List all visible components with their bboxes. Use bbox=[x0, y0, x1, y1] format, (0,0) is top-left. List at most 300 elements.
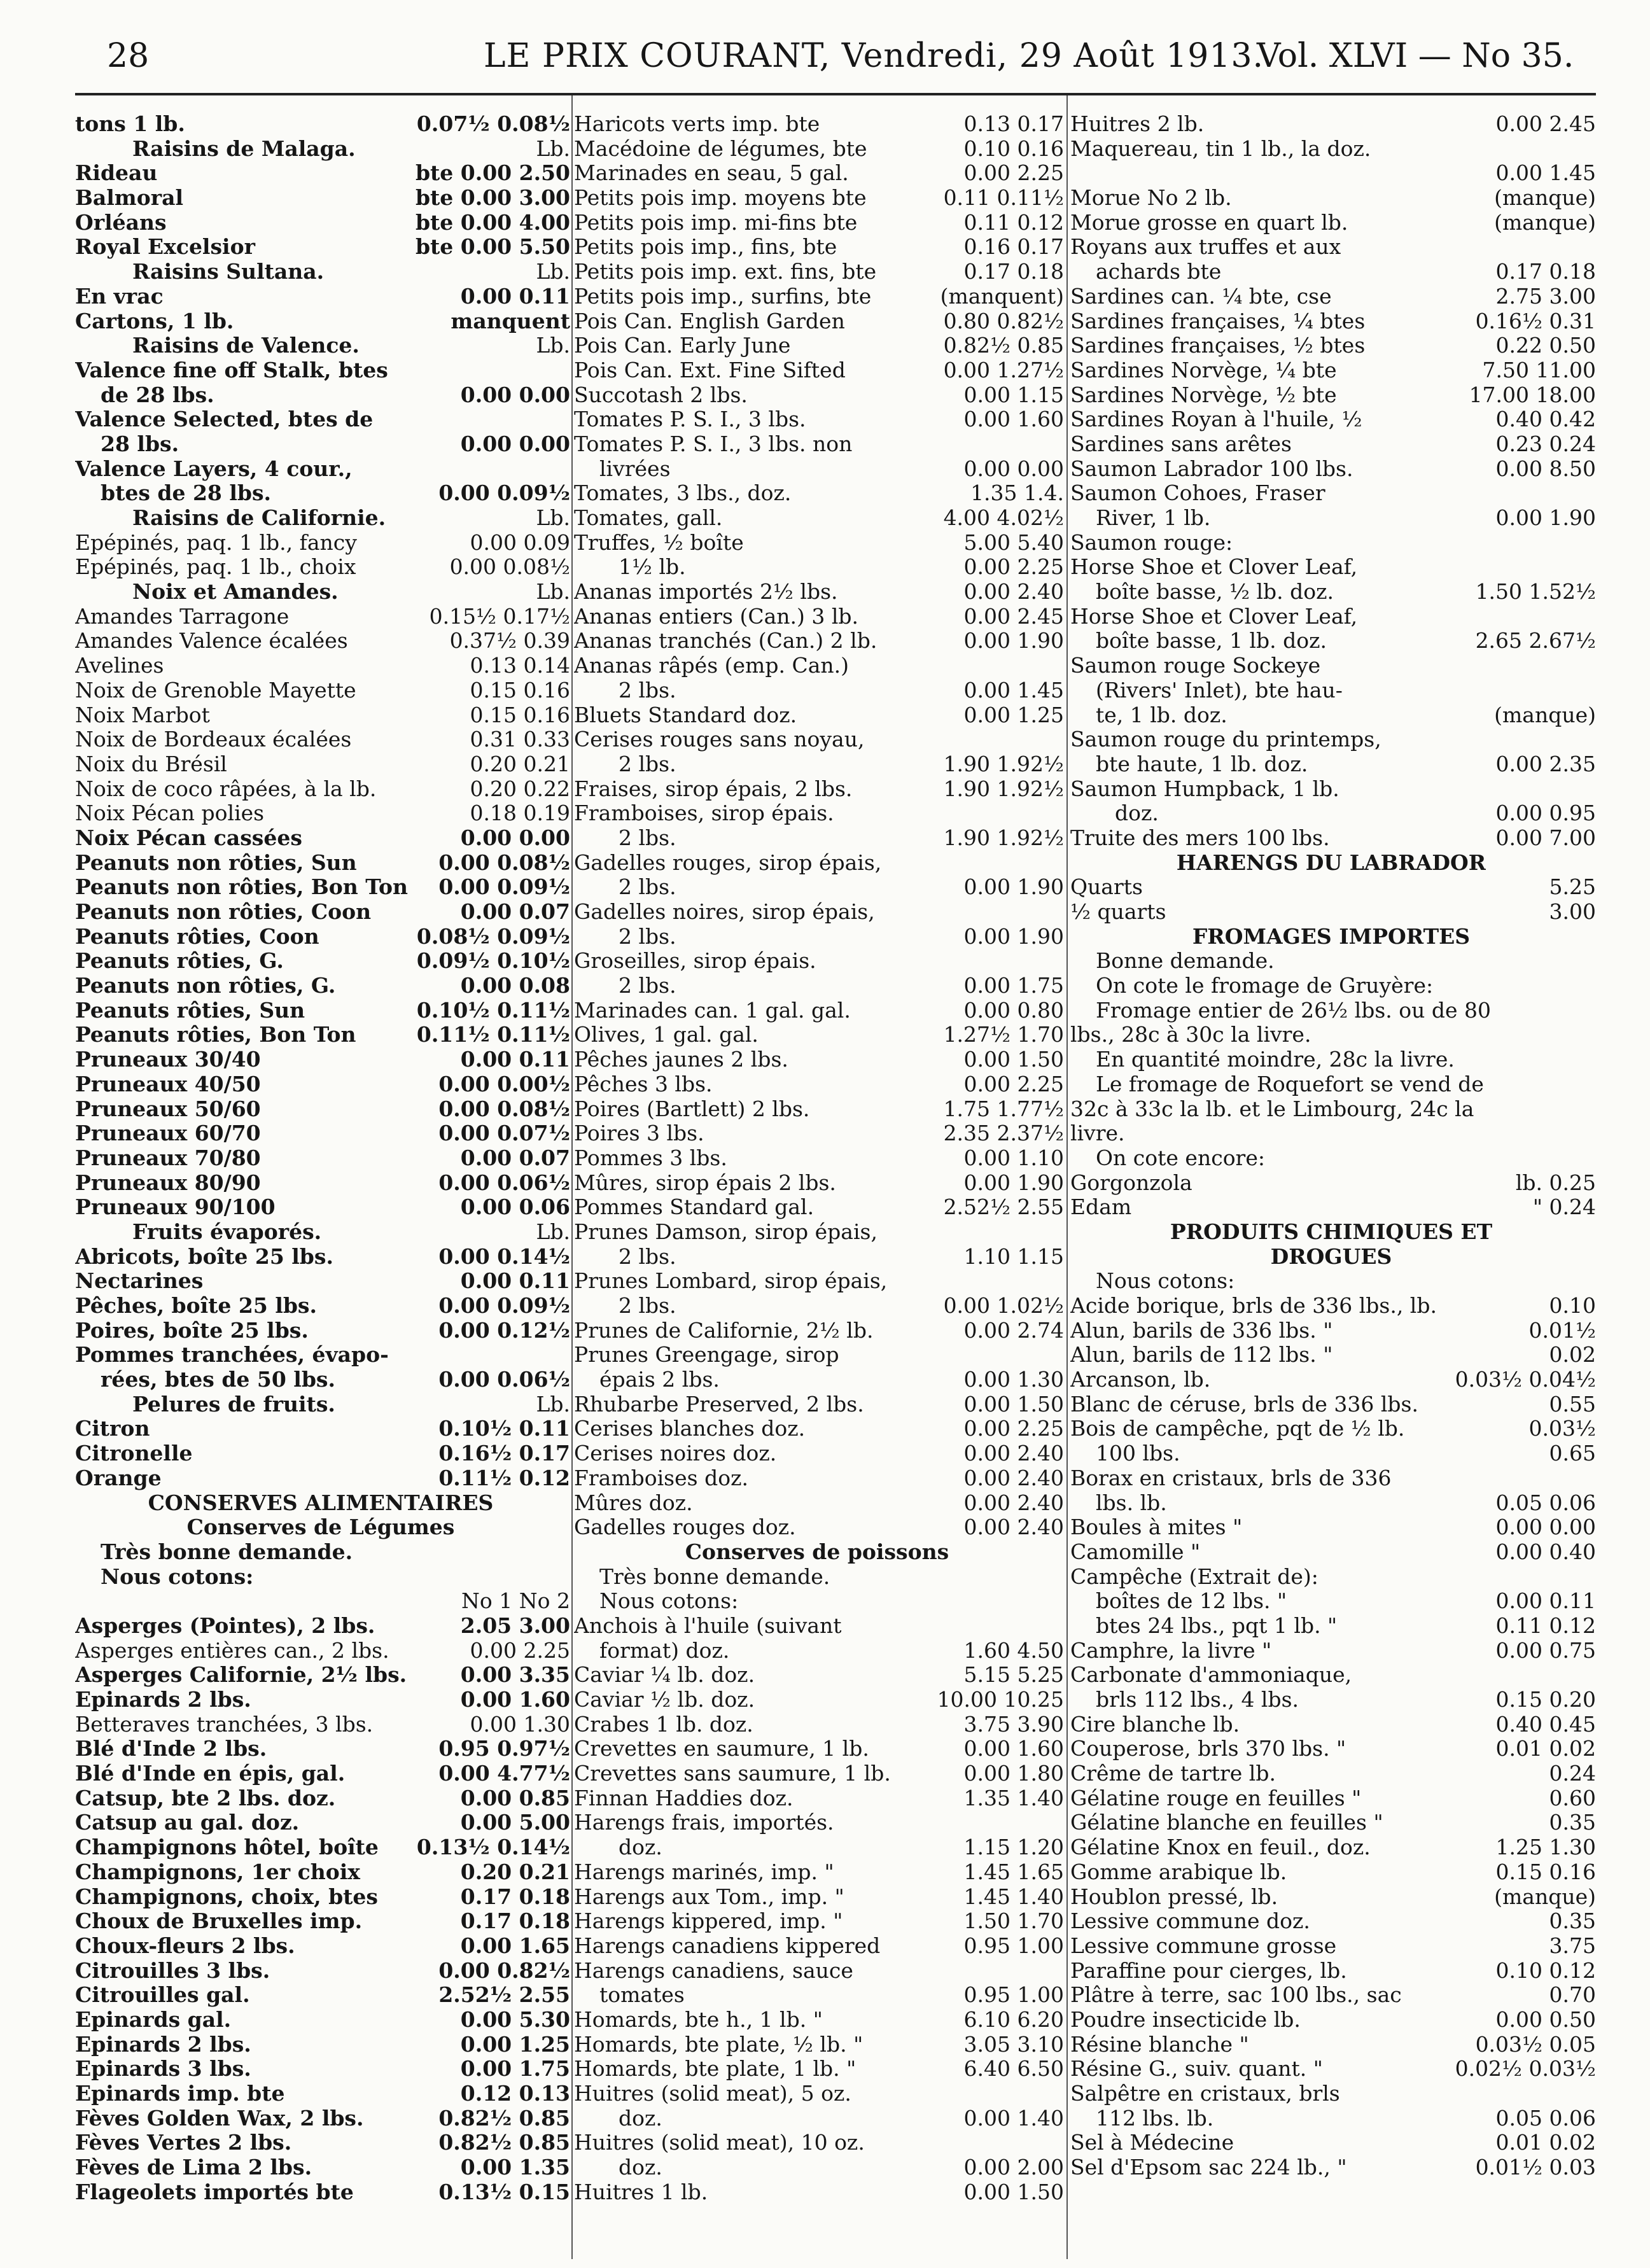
item-name: épais 2 lbs. bbox=[599, 1368, 720, 1392]
item-name: Pêches jaunes 2 lbs. bbox=[574, 1047, 788, 1072]
item-price bbox=[1592, 727, 1596, 752]
price-row bbox=[574, 1023, 1064, 1047]
price-row bbox=[75, 727, 570, 752]
item-price bbox=[566, 1565, 570, 1590]
item-price: 0.13 0.14 bbox=[470, 654, 570, 678]
item-price: 0.00 0.80 bbox=[963, 998, 1064, 1023]
price-row bbox=[574, 974, 1064, 998]
item-name: Poires, boîte 25 lbs. bbox=[75, 1318, 309, 1343]
price-row bbox=[75, 1269, 570, 1294]
item-price bbox=[1592, 2082, 1596, 2106]
price-row bbox=[75, 1589, 570, 1614]
price-row bbox=[574, 161, 1064, 186]
price-row bbox=[574, 555, 1064, 580]
item-price: (manquent) bbox=[940, 284, 1064, 309]
item-price: 1.15 1.20 bbox=[963, 1835, 1064, 1860]
item-price bbox=[1592, 605, 1596, 629]
price-row bbox=[75, 1786, 570, 1811]
item-price: 0.00 1.90 bbox=[963, 629, 1064, 654]
item-price: 0.17 0.18 bbox=[1495, 260, 1596, 284]
price-row bbox=[574, 407, 1064, 432]
item-price: 0.01½ bbox=[1528, 1318, 1596, 1343]
item-name: Noix Pécan polies bbox=[75, 801, 265, 826]
item-name: CONSERVES ALIMENTAIRES bbox=[148, 1490, 494, 1515]
item-price: 0.00 2.40 bbox=[963, 1441, 1064, 1466]
item-name: Tomates P. S. I., 3 lbs. non bbox=[574, 431, 853, 456]
item-name: Gélatine blanche en feuilles " bbox=[1070, 1810, 1383, 1835]
price-row bbox=[75, 1885, 570, 1910]
item-name: 2 lbs. bbox=[619, 875, 676, 900]
item-price: 0.40 0.42 bbox=[1495, 407, 1596, 432]
item-name: Choux de Bruxelles imp. bbox=[75, 1909, 363, 1934]
price-row bbox=[75, 2033, 570, 2057]
item-name: Pruneaux 90/100 bbox=[75, 1195, 276, 1220]
item-name: Houblon pressé, lb. bbox=[1070, 1884, 1278, 1909]
item-name: Pois Can. English Garden bbox=[574, 309, 845, 333]
price-row bbox=[75, 998, 570, 1023]
item-price: 0.00 0.00 bbox=[963, 456, 1064, 481]
item-price: 0.80 0.82½ bbox=[943, 309, 1064, 333]
price-row bbox=[75, 1072, 570, 1097]
item-price: 0.65 bbox=[1549, 1441, 1596, 1466]
item-price: 0.00 2.40 bbox=[963, 1515, 1064, 1540]
item-price: 0.40 0.45 bbox=[1495, 1712, 1596, 1737]
item-price: lb. 0.25 bbox=[1515, 1170, 1596, 1195]
item-price: 0.00 3.35 bbox=[460, 1663, 570, 1688]
price-row bbox=[75, 1810, 570, 1835]
item-name: Abricots, boîte 25 lbs. bbox=[75, 1244, 333, 1269]
price-row bbox=[1070, 1441, 1596, 1466]
item-price: 0.00 2.25 bbox=[963, 1072, 1064, 1096]
item-name: Homards, bte plate, 1 lb. " bbox=[574, 2057, 856, 2082]
item-name: DROGUES bbox=[1270, 1244, 1392, 1269]
item-name: 32c à 33c la lb. et le Limbourg, 24c la bbox=[1070, 1096, 1474, 1121]
item-name: Champignons, 1er choix bbox=[75, 1859, 360, 1884]
item-price: 0.10 bbox=[1549, 1294, 1596, 1318]
price-row bbox=[1070, 1392, 1596, 1417]
item-price: 0.15 0.16 bbox=[470, 678, 570, 703]
price-row bbox=[1070, 2033, 1596, 2057]
price-row bbox=[75, 1195, 570, 1220]
section-heading bbox=[1070, 1220, 1596, 1245]
price-row bbox=[1070, 432, 1596, 457]
item-price: 0.00 1.27½ bbox=[943, 358, 1064, 382]
item-price: 0.12 0.13 bbox=[460, 2082, 570, 2106]
volume-number: Vol. XLVI — No 35. bbox=[1257, 37, 1574, 75]
item-name: Saumon Cohoes, Fraser bbox=[1070, 481, 1325, 506]
price-row bbox=[1070, 1540, 1596, 1565]
price-row bbox=[75, 284, 570, 309]
item-price: Lb. bbox=[536, 506, 570, 530]
item-price: 0.18 0.19 bbox=[470, 801, 570, 826]
item-name: Nous cotons: bbox=[599, 1589, 739, 1614]
price-row bbox=[75, 1441, 570, 1466]
item-price: 0.55 bbox=[1549, 1392, 1596, 1417]
item-name: Valence fine off Stalk, btes bbox=[75, 358, 388, 382]
price-row bbox=[1070, 1639, 1596, 1663]
item-name: Très bonne demande. bbox=[101, 1539, 353, 1564]
price-row bbox=[1070, 1072, 1596, 1097]
item-name: Nous cotons: bbox=[1096, 1269, 1235, 1294]
item-price: 0.00 0.07 bbox=[460, 900, 570, 924]
item-price: 0.00 1.80 bbox=[963, 1761, 1064, 1786]
item-price: 0.00 1.90 bbox=[963, 875, 1064, 900]
price-row bbox=[1070, 1810, 1596, 1835]
item-price: 0.00 1.40 bbox=[963, 2106, 1064, 2131]
item-price: 0.00 1.30 bbox=[963, 1368, 1064, 1392]
item-name: Truite des mers 100 lbs. bbox=[1070, 825, 1330, 850]
price-row bbox=[574, 137, 1064, 162]
item-price: 0.00 0.08½ bbox=[438, 1096, 570, 1121]
price-row bbox=[75, 1959, 570, 1984]
item-name: doz. bbox=[619, 2106, 662, 2131]
price-row bbox=[1070, 1614, 1596, 1639]
item-name: Fruits évaporés. bbox=[132, 1219, 322, 1244]
item-price: 0.00 1.30 bbox=[470, 1712, 570, 1737]
item-name: Résine blanche " bbox=[1070, 2032, 1249, 2057]
price-row bbox=[1070, 875, 1596, 900]
section-heading bbox=[75, 1515, 570, 1540]
item-name: boîte basse, 1 lb. doz. bbox=[1096, 629, 1327, 654]
price-row bbox=[1070, 1934, 1596, 1959]
item-name: Paraffine pour cierges, lb. bbox=[1070, 1958, 1347, 1983]
item-name: brls 112 lbs., 4 lbs. bbox=[1096, 1688, 1299, 1712]
price-row bbox=[574, 235, 1064, 260]
price-row bbox=[574, 1392, 1064, 1417]
price-row bbox=[1070, 1959, 1596, 1984]
item-price: 0.00 1.90 bbox=[963, 1170, 1064, 1195]
item-price: 0.00 1.25 bbox=[460, 2032, 570, 2057]
price-row bbox=[75, 137, 570, 162]
price-row bbox=[75, 358, 570, 383]
price-row bbox=[1070, 161, 1596, 186]
item-price: Lb. bbox=[536, 1219, 570, 1244]
item-price: 1.50 1.52½ bbox=[1475, 580, 1596, 605]
item-price: 0.02½ 0.03½ bbox=[1455, 2057, 1596, 2082]
item-price bbox=[566, 1343, 570, 1368]
item-name: Pruneaux 60/70 bbox=[75, 1121, 261, 1146]
item-name: (Rivers' Inlet), bte hau- bbox=[1096, 678, 1343, 703]
item-price: 0.00 0.50 bbox=[1495, 2007, 1596, 2032]
item-name: lbs., 28c à 30c la livre. bbox=[1070, 1023, 1311, 1047]
price-row bbox=[1070, 1097, 1596, 1122]
item-price bbox=[1592, 654, 1596, 678]
item-price: 0.11 0.12 bbox=[1495, 1613, 1596, 1638]
item-price: 0.10 0.12 bbox=[1495, 1958, 1596, 1983]
item-name: Tomates, gall. bbox=[574, 506, 723, 530]
item-name: Ananas entiers (Can.) 3 lb. bbox=[574, 604, 858, 629]
price-row bbox=[574, 900, 1064, 925]
item-name: Harengs kippered, imp. " bbox=[574, 1909, 843, 1934]
item-price: 0.00 0.06 bbox=[460, 1195, 570, 1220]
price-row bbox=[1070, 1023, 1596, 1047]
item-name: Framboises, sirop épais. bbox=[574, 801, 834, 826]
item-price: 0.00 1.45 bbox=[1495, 161, 1596, 186]
price-row bbox=[1070, 727, 1596, 752]
item-price: 0.00 0.40 bbox=[1495, 1539, 1596, 1564]
price-row bbox=[574, 1072, 1064, 1097]
item-price: 0.00 1.50 bbox=[963, 1392, 1064, 1417]
price-row bbox=[574, 531, 1064, 556]
item-name: Mûres, sirop épais 2 lbs. bbox=[574, 1170, 836, 1195]
item-price: 1.90 1.92½ bbox=[943, 825, 1064, 850]
item-name: 28 lbs. bbox=[101, 431, 179, 456]
price-row bbox=[1070, 309, 1596, 334]
item-price: 0.00 2.40 bbox=[963, 1466, 1064, 1490]
item-price: 0.03½ bbox=[1528, 1417, 1596, 1441]
price-row bbox=[574, 727, 1064, 752]
item-price: 0.23 0.24 bbox=[1495, 431, 1596, 456]
item-name: Homards, bte plate, ½ lb. " bbox=[574, 2032, 863, 2057]
price-row bbox=[574, 1663, 1064, 1688]
item-price: Lb. bbox=[536, 136, 570, 161]
item-price bbox=[566, 358, 570, 383]
item-name: Fèves de Lima 2 lbs. bbox=[75, 2155, 312, 2180]
price-row bbox=[1070, 1589, 1596, 1614]
item-name: Conserves de Légumes bbox=[186, 1515, 455, 1540]
item-price: 0.00 2.25 bbox=[470, 1638, 570, 1663]
item-name: Pommes 3 lbs. bbox=[574, 1145, 727, 1170]
item-name: Bonne demande. bbox=[1096, 949, 1275, 974]
item-name: Cire blanche lb. bbox=[1070, 1712, 1240, 1737]
item-name: Plâtre à terre, sac 100 lbs., sac bbox=[1070, 1983, 1402, 2008]
item-price: 3.75 bbox=[1549, 1933, 1596, 1958]
item-name: Poires (Bartlett) 2 lbs. bbox=[574, 1096, 810, 1121]
item-name: Asperges (Pointes), 2 lbs. bbox=[75, 1613, 375, 1638]
item-price bbox=[1060, 432, 1064, 457]
price-row bbox=[574, 1466, 1064, 1491]
item-name: 1½ lb. bbox=[619, 555, 686, 580]
price-row bbox=[75, 1121, 570, 1146]
price-row bbox=[75, 383, 570, 408]
price-row bbox=[1070, 457, 1596, 482]
price-row bbox=[75, 2057, 570, 2082]
item-name: Citron bbox=[75, 1417, 150, 1441]
price-row bbox=[75, 1712, 570, 1737]
item-name: Cartons, 1 lb. bbox=[75, 309, 234, 333]
item-name: Tomates P. S. I., 3 lbs. bbox=[574, 407, 806, 432]
item-price bbox=[1060, 1269, 1064, 1294]
price-row bbox=[75, 826, 570, 851]
item-name: Epinards gal. bbox=[75, 2007, 232, 2032]
item-price: 0.00 1.90 bbox=[963, 924, 1064, 949]
price-row bbox=[1070, 1737, 1596, 1761]
item-name: Gadelles rouges doz. bbox=[574, 1515, 796, 1540]
item-price: 0.00 2.45 bbox=[1495, 112, 1596, 136]
item-price: 0.00 0.00 bbox=[460, 825, 570, 850]
price-row bbox=[1070, 1565, 1596, 1590]
price-row bbox=[75, 1639, 570, 1663]
item-name: River, 1 lb. bbox=[1096, 506, 1211, 530]
price-row bbox=[1070, 137, 1596, 162]
price-column-2 bbox=[574, 112, 1064, 2263]
item-price: 0.01 0.02 bbox=[1495, 1737, 1596, 1761]
price-row bbox=[574, 1441, 1064, 1466]
price-row bbox=[574, 383, 1064, 408]
item-name: format) doz. bbox=[599, 1638, 730, 1663]
price-row bbox=[1070, 949, 1596, 974]
price-row bbox=[75, 801, 570, 826]
section-heading bbox=[574, 1540, 1064, 1565]
item-price: 0.35 bbox=[1549, 1909, 1596, 1934]
item-price: 0.00 2.40 bbox=[963, 580, 1064, 605]
item-price: 0.20 0.22 bbox=[470, 776, 570, 801]
item-price: 0.10 0.16 bbox=[963, 136, 1064, 161]
item-price: 0.00 1.50 bbox=[963, 2180, 1064, 2204]
item-price: 1.45 1.65 bbox=[963, 1859, 1064, 1884]
price-row bbox=[1070, 801, 1596, 826]
price-row bbox=[574, 1319, 1064, 1343]
price-row bbox=[1070, 629, 1596, 654]
item-name: Poires 3 lbs. bbox=[574, 1121, 704, 1146]
item-price: 0.00 1.25 bbox=[963, 703, 1064, 727]
item-name: boîte basse, ½ lb. doz. bbox=[1096, 580, 1334, 605]
item-price bbox=[1592, 1121, 1596, 1146]
item-name: te, 1 lb. doz. bbox=[1096, 703, 1227, 727]
item-price: 0.00 1.15 bbox=[963, 382, 1064, 407]
item-price bbox=[1060, 1810, 1064, 1835]
item-price: 0.00 0.11 bbox=[460, 1047, 570, 1072]
item-price: 0.00 0.85 bbox=[460, 1786, 570, 1810]
item-price: 0.16½ 0.31 bbox=[1475, 309, 1596, 333]
item-price: 0.00 0.00 bbox=[460, 431, 570, 456]
item-name: Borax en cristaux, brls de 336 bbox=[1070, 1466, 1392, 1490]
item-name bbox=[1070, 161, 1492, 186]
item-price: 0.00 0.00½ bbox=[438, 1072, 570, 1096]
price-row bbox=[75, 531, 570, 556]
item-price: 1.90 1.92½ bbox=[943, 776, 1064, 801]
price-row bbox=[75, 2082, 570, 2106]
price-row bbox=[1070, 1663, 1596, 1688]
price-row bbox=[1070, 1835, 1596, 1860]
price-row bbox=[75, 1737, 570, 1761]
item-price: 0.95 1.00 bbox=[963, 1933, 1064, 1958]
price-row bbox=[75, 1565, 570, 1590]
item-name: Noix de Grenoble Mayette bbox=[75, 678, 356, 703]
price-row bbox=[1070, 1343, 1596, 1368]
item-name: Avelines bbox=[75, 654, 164, 678]
price-row bbox=[1070, 506, 1596, 531]
item-price: 0.17 0.18 bbox=[460, 1884, 570, 1909]
newspaper-title: LE PRIX COURANT, Vendredi, 29 Août 1913. bbox=[484, 37, 1264, 75]
item-price: Lb. bbox=[536, 580, 570, 605]
item-price: 0.10½ 0.11 bbox=[438, 1417, 570, 1441]
price-row bbox=[574, 949, 1064, 974]
price-row bbox=[574, 1589, 1064, 1614]
item-price: 0.00 0.08 bbox=[460, 974, 570, 998]
item-name: Quarts bbox=[1070, 875, 1143, 900]
price-row bbox=[75, 2180, 570, 2205]
item-price: 1.10 1.15 bbox=[963, 1244, 1064, 1269]
item-price: 0.15 0.20 bbox=[1495, 1688, 1596, 1712]
item-price: 2.35 2.37½ bbox=[943, 1121, 1064, 1146]
price-row bbox=[574, 284, 1064, 309]
price-row bbox=[1070, 1491, 1596, 1516]
item-price: 1.27½ 1.70 bbox=[943, 1023, 1064, 1047]
item-price bbox=[1592, 555, 1596, 580]
item-name: Epinards imp. bte bbox=[75, 2082, 285, 2106]
price-row bbox=[574, 432, 1064, 457]
price-row bbox=[1070, 777, 1596, 802]
item-price bbox=[1060, 654, 1064, 678]
price-row bbox=[574, 358, 1064, 383]
item-name: Pelures de fruits. bbox=[132, 1392, 335, 1417]
item-price: 3.00 bbox=[1549, 900, 1596, 924]
item-name: On cote encore: bbox=[1096, 1145, 1265, 1170]
item-price: 0.05 0.06 bbox=[1495, 2106, 1596, 2131]
item-name: Harengs marinés, imp. " bbox=[574, 1859, 834, 1884]
item-price bbox=[1060, 900, 1064, 925]
item-name: doz. bbox=[619, 1835, 662, 1860]
price-row bbox=[574, 1983, 1064, 2008]
item-name: Sardines Norvège, ½ bte bbox=[1070, 382, 1337, 407]
item-name: 2 lbs. bbox=[619, 825, 676, 850]
item-name: Petits pois imp. moyens bte bbox=[574, 186, 867, 211]
price-row bbox=[574, 2180, 1064, 2205]
item-name: Epépinés, paq. 1 lb., choix bbox=[75, 555, 356, 580]
item-price: No 1 No 2 bbox=[461, 1589, 570, 1614]
item-name: Groseilles, sirop épais. bbox=[574, 949, 816, 974]
price-row bbox=[574, 112, 1064, 137]
column-divider bbox=[1066, 95, 1068, 2259]
item-price: 0.95 0.97½ bbox=[438, 1737, 570, 1761]
item-price: 0.60 bbox=[1549, 1786, 1596, 1810]
item-name: Morue grosse en quart lb. bbox=[1070, 210, 1348, 235]
item-price: 1.25 1.30 bbox=[1495, 1835, 1596, 1860]
price-row bbox=[75, 432, 570, 457]
item-name: Raisins de Valence. bbox=[132, 333, 360, 358]
item-name: Pruneaux 50/60 bbox=[75, 1096, 261, 1121]
price-row bbox=[1070, 333, 1596, 358]
price-row bbox=[574, 678, 1064, 703]
price-row bbox=[574, 580, 1064, 605]
item-name: Poudre insecticide lb. bbox=[1070, 2007, 1301, 2032]
item-name: Anchois à l'huile (suivant bbox=[574, 1613, 842, 1638]
item-price: 0.00 1.75 bbox=[963, 974, 1064, 998]
item-price: 0.00 2.25 bbox=[963, 1417, 1064, 1441]
item-price bbox=[1592, 481, 1596, 506]
item-price: 0.02 bbox=[1549, 1343, 1596, 1368]
item-price: 0.00 5.30 bbox=[460, 2007, 570, 2032]
price-row bbox=[75, 1934, 570, 1959]
item-price: 0.35 bbox=[1549, 1810, 1596, 1835]
item-price: 0.00 2.74 bbox=[963, 1318, 1064, 1343]
item-price: 0.00 1.60 bbox=[460, 1688, 570, 1712]
item-name: On cote le fromage de Gruyère: bbox=[1096, 974, 1434, 998]
item-price: 0.00 0.14½ bbox=[438, 1244, 570, 1269]
price-row bbox=[1070, 1417, 1596, 1441]
item-price: 1.50 1.70 bbox=[963, 1909, 1064, 1934]
item-price: 0.00 1.75 bbox=[460, 2057, 570, 2082]
item-name: Pommes Standard gal. bbox=[574, 1195, 815, 1220]
price-row bbox=[75, 949, 570, 974]
item-price: 0.00 0.09½ bbox=[438, 875, 570, 900]
price-row bbox=[574, 752, 1064, 777]
item-name: Harengs aux Tom., imp. " bbox=[574, 1884, 844, 1909]
item-price: 6.40 6.50 bbox=[963, 2057, 1064, 2082]
price-row bbox=[1070, 2082, 1596, 2106]
price-row bbox=[1070, 1121, 1596, 1146]
item-name: Edam bbox=[1070, 1195, 1132, 1220]
item-name: Saumon rouge Sockeye bbox=[1070, 654, 1321, 678]
item-price bbox=[1060, 949, 1064, 974]
item-name: Orange bbox=[75, 1466, 162, 1490]
item-price: 0.00 1.10 bbox=[963, 1145, 1064, 1170]
price-row bbox=[75, 851, 570, 876]
item-name: 2 lbs. bbox=[619, 924, 676, 949]
price-row bbox=[574, 506, 1064, 531]
price-row bbox=[1070, 2106, 1596, 2131]
